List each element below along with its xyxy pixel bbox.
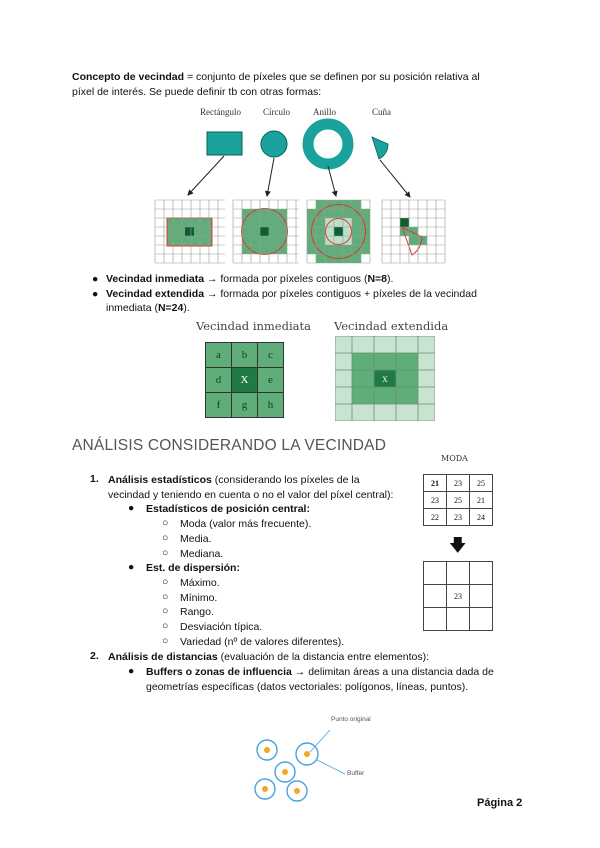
item1-number: 1. xyxy=(90,473,99,485)
bullet-extended-n: N=24 xyxy=(157,302,184,314)
bullet-extended-tail: ). xyxy=(183,302,190,314)
label-buffer: Buffer xyxy=(347,770,365,777)
moda-cell: 23 xyxy=(424,492,447,509)
arrow-circle xyxy=(267,158,274,196)
leader-buffer xyxy=(317,760,345,774)
arrow-ring xyxy=(328,166,336,196)
sub2-title: Est. de dispersión: xyxy=(146,562,240,574)
item1-title: Análisis estadísticos xyxy=(108,474,212,486)
bullet-immediate-text: → formada por píxeles contiguos ( xyxy=(204,273,368,285)
buffer-circles xyxy=(255,740,318,801)
item2-line1 xyxy=(108,650,429,665)
bullet-dot: ● xyxy=(128,502,135,514)
grid-cell-c: c xyxy=(258,343,284,368)
shape-label-ring: Anillo xyxy=(313,107,337,117)
moda-out-center: 23 xyxy=(447,585,470,608)
arrow-wedge xyxy=(380,160,410,197)
shapes-figure xyxy=(150,104,450,268)
sub2-item: Rango. xyxy=(180,606,214,618)
svg-text:X: X xyxy=(382,376,388,384)
rectangle-shape xyxy=(207,132,242,155)
sub1-item: Moda (valor más frecuente). xyxy=(180,518,312,530)
moda-cell: 21 xyxy=(470,492,493,509)
moda-out-cell xyxy=(447,562,470,585)
moda-out-cell xyxy=(470,608,493,631)
moda-out-cell xyxy=(424,585,447,608)
wedge-shape xyxy=(372,137,388,159)
neighborhood-bullets xyxy=(72,272,542,316)
grid-rectangle xyxy=(155,200,225,263)
grid-circle xyxy=(233,200,299,263)
intro-term: Concepto de vecindad xyxy=(72,71,185,83)
grid-cell-b: b xyxy=(232,343,258,368)
shape-label-wedge: Cuña xyxy=(372,107,391,117)
intro-paragraph xyxy=(72,70,542,100)
moda-out-cell xyxy=(470,562,493,585)
shape-label-circle: Círculo xyxy=(263,107,290,117)
bullet-dot: ● xyxy=(128,561,135,573)
item2-sub-text1: → delimitan áreas a una distancia dada de xyxy=(291,666,494,678)
moda-output-grid xyxy=(423,561,493,631)
moda-cell: 22 xyxy=(424,509,447,526)
bullet-immediate: ● Vecindad inmediata → formada por píxeles contiguos (N=8). xyxy=(92,273,394,285)
bullet-extended-term: Vecindad extendida xyxy=(106,287,205,300)
moda-cell: 23 xyxy=(447,475,470,492)
shapes-diagram xyxy=(150,104,450,268)
moda-cell: 25 xyxy=(470,475,493,492)
arrow-rectangle xyxy=(188,156,224,195)
grid-ring xyxy=(307,200,370,263)
circle-bullet: ○ xyxy=(162,635,169,647)
shape-label-rectangle: Rectángulo xyxy=(200,107,241,117)
buffer-diagram xyxy=(245,712,385,807)
down-arrow-icon: 🡇 xyxy=(449,536,467,555)
grid-cell-d: d xyxy=(206,368,232,393)
moda-cell: 25 xyxy=(447,492,470,509)
immediate-title: Vecindad inmediata xyxy=(196,319,311,333)
grid-cell-x: X xyxy=(232,368,258,393)
moda-out-cell xyxy=(470,585,493,608)
item1-line1 xyxy=(108,473,360,488)
item2-sub-title: Buffers o zonas de influencia xyxy=(146,666,292,678)
bullet-dot: ● xyxy=(128,665,135,677)
sub2-item: Mínimo. xyxy=(180,592,218,604)
item2-title: Análisis de distancias xyxy=(108,651,218,663)
circle-bullet: ○ xyxy=(162,532,169,544)
intro-text-1: = conjunto de píxeles que se definen por su posición relativa al xyxy=(184,71,480,83)
item2-sub-line2: geometrías específicas (datos vectoriales: polígonos, líneas, puntos). xyxy=(146,681,469,693)
circle-bullet: ○ xyxy=(162,576,169,588)
circle-bullet: ○ xyxy=(162,517,169,529)
sub1-item: Mediana. xyxy=(180,548,224,560)
extended-title: Vecindad extendida xyxy=(334,319,449,333)
extended-grid xyxy=(335,336,435,421)
bullet-immediate-n: N=8 xyxy=(367,273,388,285)
item2-sub-line1 xyxy=(146,665,494,680)
moda-input-grid xyxy=(423,474,493,526)
grid-cell-a: a xyxy=(206,343,232,368)
bullet-extended-line2: inmediata ( xyxy=(106,302,158,314)
circle-bullet: ○ xyxy=(162,605,169,617)
item2-text: (evaluación de la distancia entre elementos): xyxy=(217,651,430,663)
label-point-original: Punto original xyxy=(331,716,371,723)
grid-cell-e: e xyxy=(258,368,284,393)
moda-title: MODA xyxy=(441,454,468,463)
moda-out-cell xyxy=(447,608,470,631)
sub2-item: Máximo. xyxy=(180,577,220,589)
bullet-immediate-term: Vecindad inmediata xyxy=(106,273,205,285)
sub2-item: Desviación típica. xyxy=(180,621,263,633)
section-title: ANÁLISIS CONSIDERANDO LA VECINDAD xyxy=(72,437,387,454)
grid-cell-g: g xyxy=(232,393,258,418)
circle-bullet: ○ xyxy=(162,620,169,632)
circle-bullet: ○ xyxy=(162,547,169,559)
circle-bullet: ○ xyxy=(162,591,169,603)
grid-cell-h: h xyxy=(258,393,284,418)
ring-shape xyxy=(308,124,348,164)
moda-cell: 21 xyxy=(424,475,447,492)
page-number: Página 2 xyxy=(477,797,523,809)
sub1-item: Media. xyxy=(180,533,212,545)
bullet-extended-text: → formada por píxeles contiguos + píxeles de la vecindad xyxy=(204,287,477,300)
moda-cell: 24 xyxy=(470,509,493,526)
bullet-extended: ● Vecindad extendida → formada por píxeles contiguos + píxeles de la vecindad inmediata (N=24). xyxy=(92,287,477,314)
grid-wedge xyxy=(382,200,445,263)
sub2-item: Variedad (nº de valores diferentes). xyxy=(180,636,345,648)
leader-point xyxy=(310,730,330,752)
circle-shape xyxy=(261,131,287,157)
item2-number: 2. xyxy=(90,650,99,662)
intro-text-2: píxel de interés. Se puede definir tb con otras formas: xyxy=(72,86,322,98)
item1-text1: (considerando los píxeles de la xyxy=(211,474,360,486)
bullet-immediate-tail: ). xyxy=(387,273,394,285)
moda-cell: 23 xyxy=(447,509,470,526)
item1-line2: vecindad y teniendo en cuenta o no el valor del píxel central): xyxy=(108,489,394,501)
moda-out-cell xyxy=(424,608,447,631)
sub1-title: Estadísticos de posición central: xyxy=(146,503,310,515)
immediate-grid xyxy=(205,342,284,418)
moda-out-cell xyxy=(424,562,447,585)
grid-cell-f: f xyxy=(206,393,232,418)
